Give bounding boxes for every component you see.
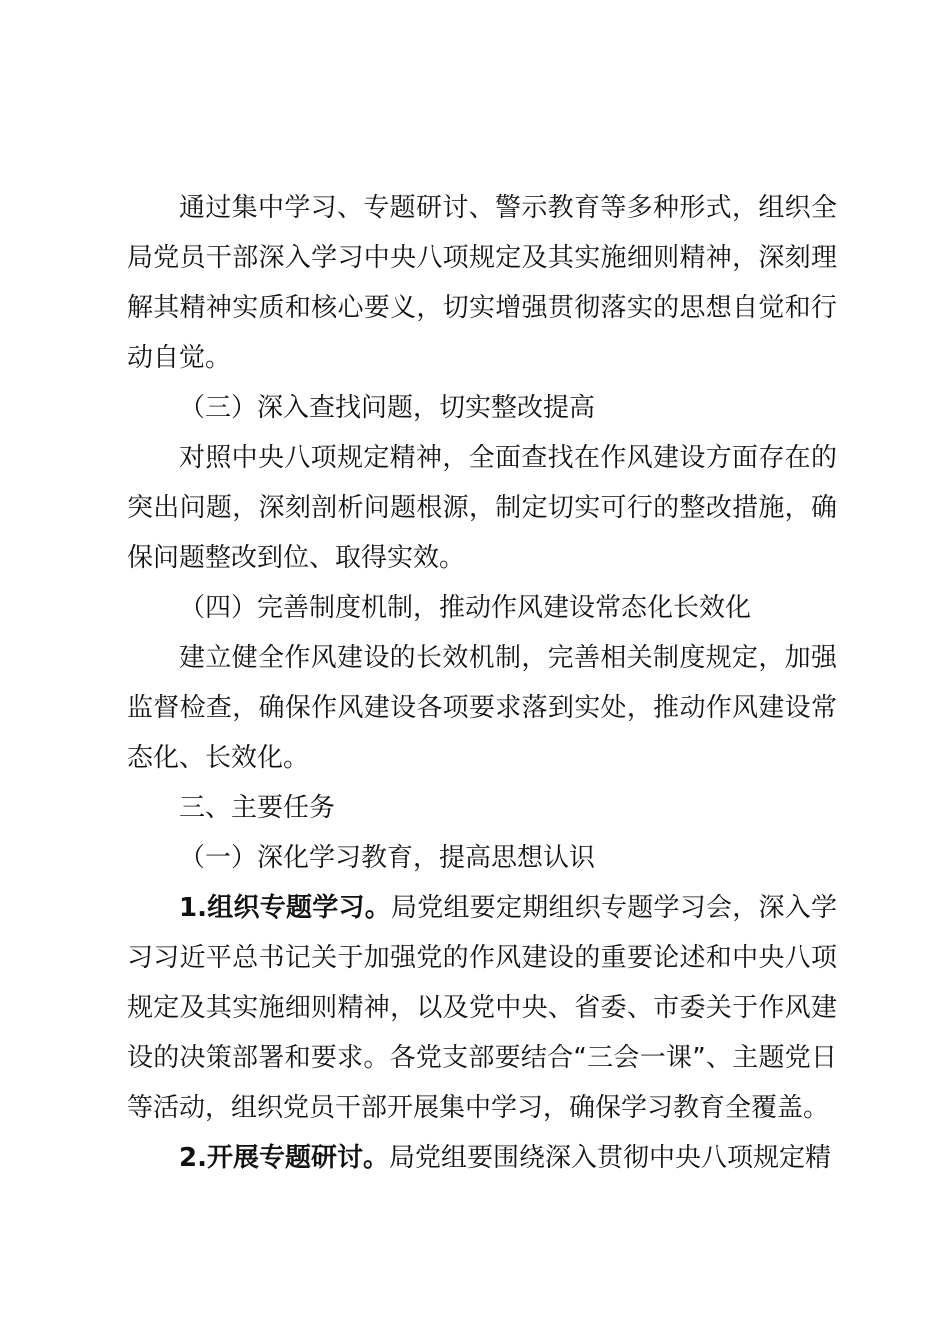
task-item-2 [127,1133,837,1183]
paragraph-find-problems: 对照中央八项规定精神，全面查找在作风建设方面存在的突出问题，深刻剖析问题根源，制定切实可行的整改措施，确保问题整改到位、取得实效。 [127,443,837,573]
task-item-2-title: 2.开展专题研讨。 [179,1143,389,1173]
paragraph-learning-forms: 通过集中学习、专题研讨、警示教育等多种形式，组织全局党员干部深入学习中央八项规定及其实施细则精神，深刻理解其精神实质和核心要义，切实增强贯彻落实的思想自觉和行动自觉。 [127,193,837,373]
task-item-1 [127,883,837,1133]
document-body [127,183,837,1183]
paragraph-improve-mechanism: 建立健全作风建设的长效机制，完善相关制度规定，加强监督检查，确保作风建设各项要求落到实处，推动作风建设常态化、长效化。 [127,643,837,773]
task-item-2-text: 局党组要围绕深入贯彻中央八项规定精 [388,1143,831,1173]
task-item-1-title: 1.组织专题学习。 [179,893,391,923]
heading-improve-mechanism: （四）完善制度机制，推动作风建设常态化长效化 [179,593,752,623]
heading-find-problems: （三）深入查找问题，切实整改提高 [179,393,596,423]
section-main-tasks: 三、主要任务 [179,793,336,823]
task-item-1-text: 局党组要定期组织专题学习会，深入学习习近平总书记关于加强党的作风建设的重要论述和中央八项规定及其实施细则精神，以及党中央、省委、市委关于作风建设的决策部署和要求。各党支部要结合“三会一课”、主题党日等活动，组织党员干部开展集中学习，确保学习教育全覆盖。 [127,893,837,1123]
subheading-deepen-learning: （一）深化学习教育，提高思想认识 [179,843,596,873]
